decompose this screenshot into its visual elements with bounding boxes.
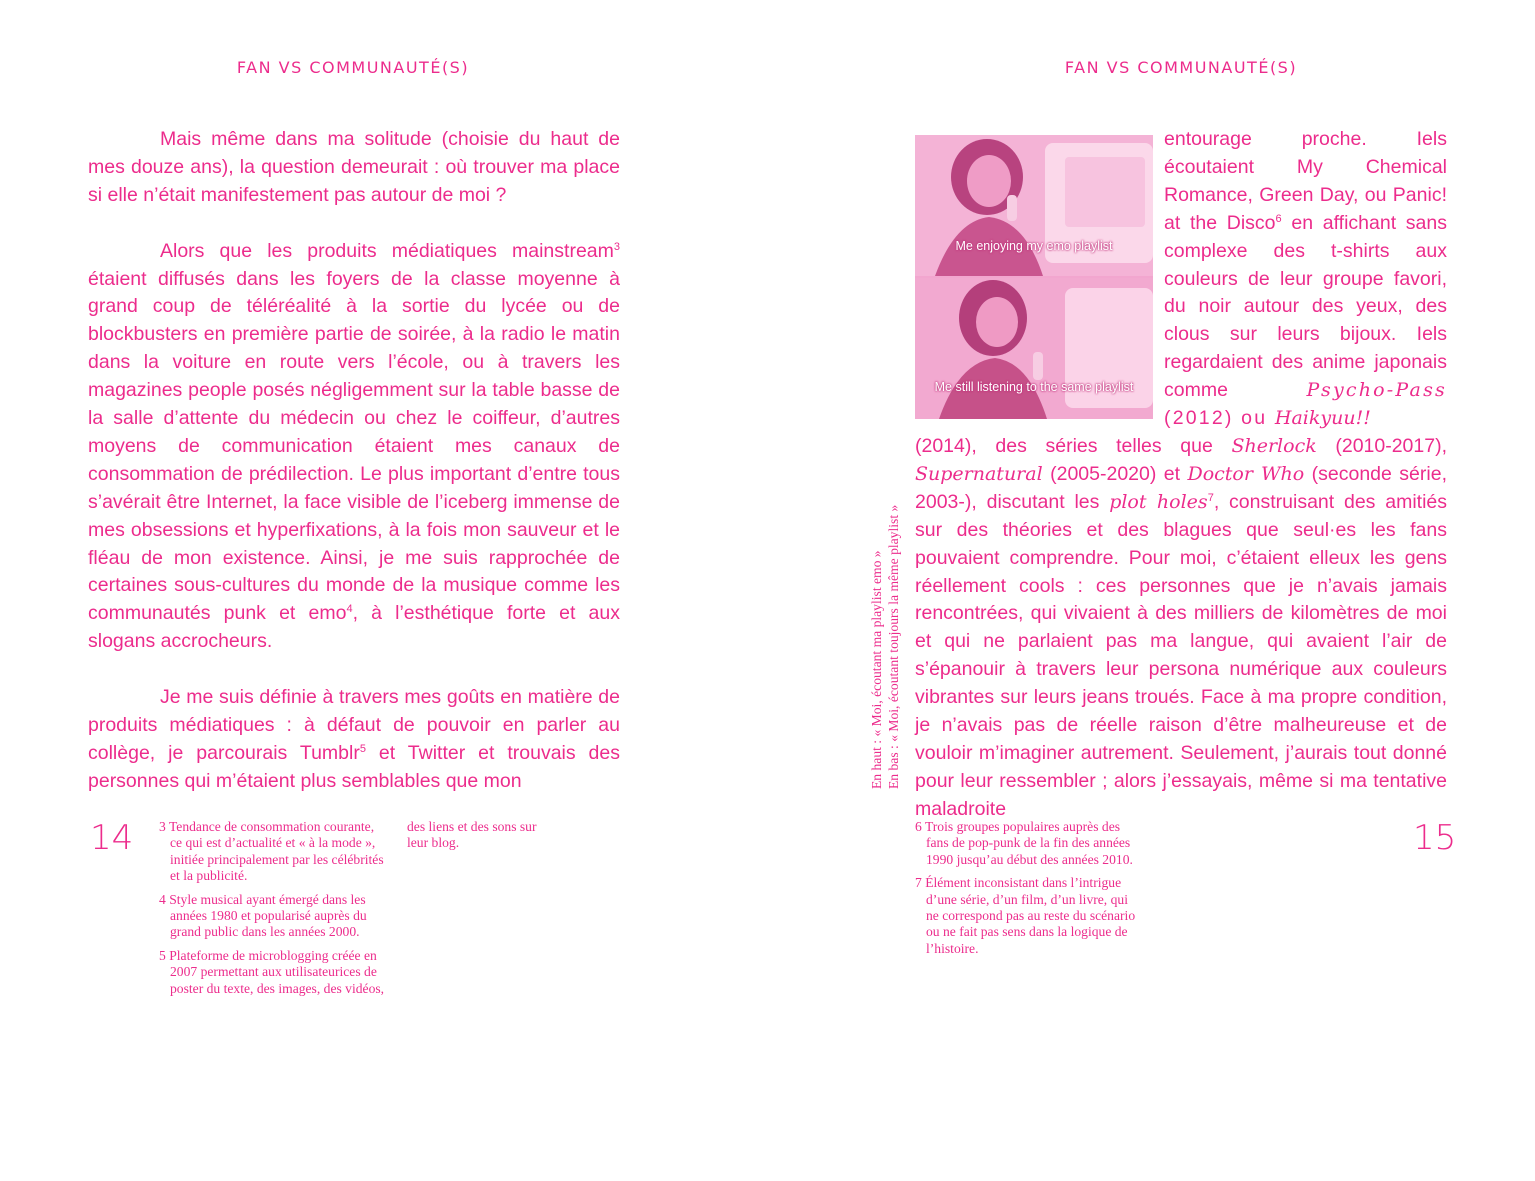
footnote: 4 Style musical ayant émergé dans les années 1980 et popularisé auprès du grand public dans les années 2000.	[159, 891, 367, 940]
left-body-text	[88, 126, 620, 796]
footnote-ref: 7	[1207, 491, 1214, 504]
paragraph	[915, 433, 1447, 824]
footnotes-left-col2	[407, 819, 547, 859]
footnote: 6 Trois groupes populaires auprès des fans de pop-punk de la fin des années 1990 jusqu’au début des années 2010.	[915, 819, 1133, 867]
right-body-text-top	[1164, 126, 1447, 433]
footnote-ref: 4	[346, 603, 353, 616]
meme-top-illustration	[915, 135, 1153, 276]
title-doctor-who: Doctor Who	[1187, 462, 1305, 485]
right-body-text-bottom	[915, 433, 1447, 824]
text-run: étaient diffusés dans les foyers de la classe moyenne à grand coup de téléréalité à la sortie du lycée ou de blockbusters en première partie de soirée, à la radio le matin dans la voiture en route vers l’école, ou à travers les magazines people posés négligemment sur la table basse de la salle d’attente du médecin ou chez le coiffeur, d’autres moyens de communication étaient mes canaux de consommation de prédilection. Le plus important d’entre tous s’avérait être Internet, la face visible de l’iceberg immense de mes obsessions et hyperfixations, à la fois mon sauveur et le fléau de mon existence. Ainsi, je me suis rapprochée de certaines sous-cultures du monde de la musique comme les communautés punk et emo	[88, 267, 620, 625]
footnote: 7 Élément inconsistant dans l’intrigue d’une série, d’un film, d’un livre, qui ne correspond pas au reste du scénario ou ne fait pas sens dans la logique de l’histoire.	[915, 875, 1136, 956]
footnote: 5 Plateforme de microblogging créée en 2007 permettant aux utilisateurices de poster du texte, des images, des vidéos,	[159, 947, 385, 996]
text-run: Alors que les produits médiatiques mainstream	[160, 239, 614, 262]
text-run: (seconde série, 2003-), discutant les	[915, 462, 1447, 513]
text-run: et Twitter et trouvais des personnes qui m’étaient plus semblables que mon	[88, 741, 620, 792]
meme-panel-bottom	[915, 278, 1153, 419]
page-number-left: 14	[90, 818, 134, 858]
text-run: , construisant des amitiés sur des théories et des blagues que seul·es les fans pouvaient comprendre. Pour moi, c’étaient elleux les gens réellement cools : ces personnes que je n’avais jamais rencontrées, qui vivaient à des milliers de kilomètres de moi et qui ne parlaient pas ma langue, qui avaient l’air de s’épanouir à travers leur persona numérique aux couleurs vibrantes sur leurs jeans troués. Face à ma propre condition, je n’avais pas de réelle raison d’être malheureuse et de vouloir m’imaginer autrement. Seulement, j’aurais tout donné pour leur ressembler ; alors j’essayais, même si ma tentative maladroite	[915, 490, 1447, 820]
meme-image	[915, 135, 1153, 419]
footnote-ref: 5	[359, 742, 366, 755]
caption-line: En bas : « Moi, écoutant toujours la même playlist »	[886, 504, 901, 789]
term-plot-holes: plot holes	[1109, 490, 1208, 513]
meme-panel-top	[915, 135, 1153, 276]
text-run: entourage proche. Iels écoutaient My Chemical Romance, Green Day, ou Panic! at the Disco	[1164, 128, 1447, 234]
footnote-ref: 3	[613, 240, 620, 253]
paragraph	[1164, 126, 1447, 433]
text-run: , à l’esthétique forte et aux slogans accrocheurs.	[88, 602, 620, 653]
footnote-ref: 6	[1275, 212, 1282, 225]
image-caption	[868, 459, 902, 789]
title-sherlock: Sherlock	[1231, 435, 1317, 457]
paragraph	[88, 684, 620, 796]
footnote: 3 Tendance de consommation courante, ce qui est d’actualité et « à la mode », initiée principalement par les célébrités et la publicité.	[159, 819, 384, 884]
right-running-header: FAN VS COMMUNAUTÉ(S)	[1064, 58, 1298, 77]
footnote-continuation: des liens et des sons sur leur blog.	[407, 819, 537, 851]
left-running-header: FAN VS COMMUNAUTÉ(S)	[236, 58, 470, 77]
page-number-right: 15	[1413, 818, 1457, 858]
text-run: (2005-2020) et	[1042, 462, 1188, 485]
paragraph: Mais même dans ma solitude (choisie du haut de mes douze ans), la question demeurait : où trouver ma place si elle n’était manifestement pas autour de moi ?	[88, 128, 620, 206]
meme-bottom-illustration	[915, 278, 1153, 419]
text-run: (2014), des séries telles que	[915, 435, 1232, 457]
footnotes-left-col1	[159, 819, 389, 1004]
paragraph	[88, 238, 620, 657]
text-run: Je me suis définie à travers mes goûts en matière de produits médiatiques : à défaut de pouvoir en parler au collège, je parcourais Tumblr	[88, 686, 620, 764]
caption-line: En haut : « Moi, écoutant ma playlist emo »	[869, 550, 884, 789]
meme-caption-top: Me enjoying my emo playlist	[955, 239, 1113, 253]
footnotes-right	[915, 819, 1137, 964]
meme-caption-bottom: Me still listening to the same playlist	[934, 380, 1134, 394]
text-run: (2012) ou	[1164, 407, 1275, 430]
title-haikyuu: Haikyuu!!	[1274, 407, 1371, 430]
title-supernatural: Supernatural	[915, 462, 1043, 485]
text-run: en affichant sans complexe des t-shirts aux couleurs de leur groupe favori, du noir autour des yeux, des clous sur leurs bijoux. Iels regardaient des anime japonais comme	[1164, 211, 1447, 402]
title-psycho-pass: Psycho-Pass	[1306, 379, 1447, 402]
text-run: (2010-2017),	[1316, 435, 1448, 457]
